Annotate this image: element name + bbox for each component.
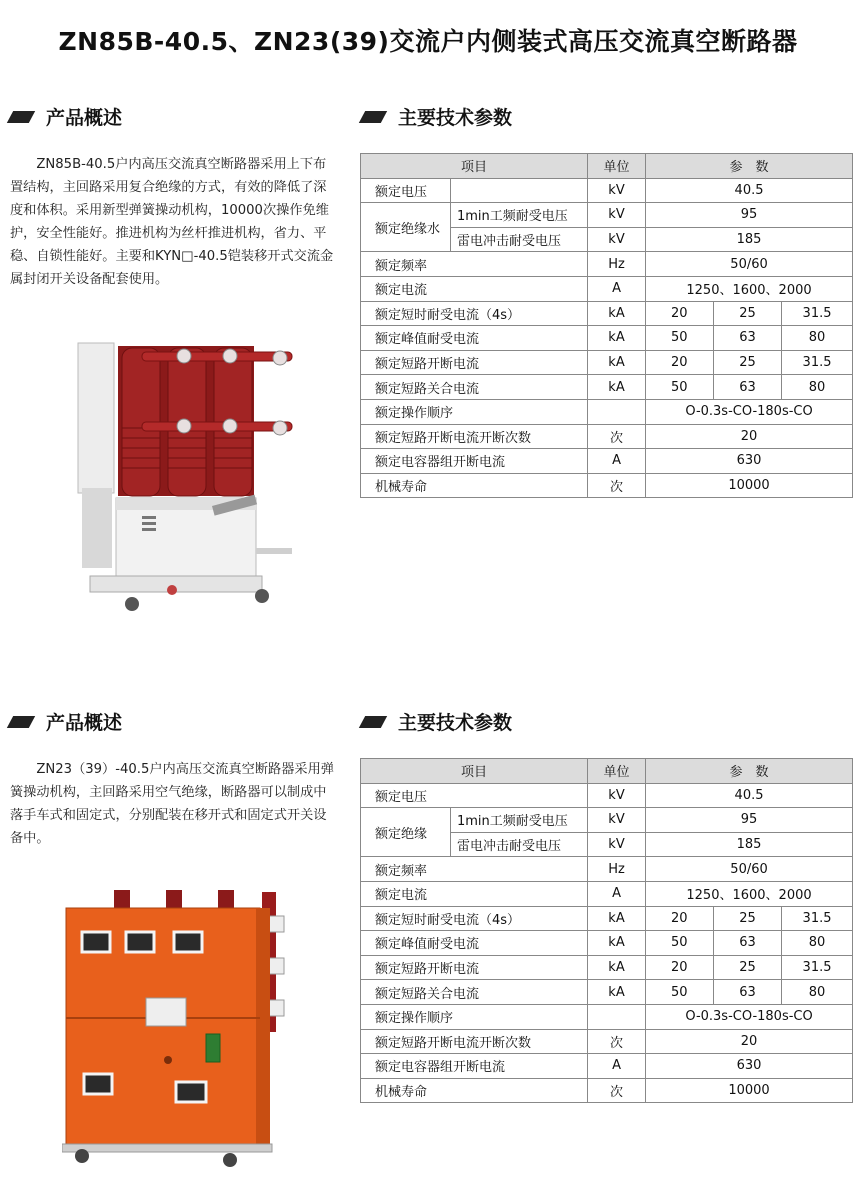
page-title: ZN85B-40.5、ZN23(39)交流户内侧装式高压交流真空断路器 bbox=[58, 27, 798, 56]
sub-label: 雷电冲击耐受电压 bbox=[451, 832, 588, 857]
zn23-breaker-photo bbox=[62, 888, 294, 1170]
row-unit: kA bbox=[588, 906, 646, 931]
row-unit: 次 bbox=[588, 473, 646, 498]
table-row bbox=[361, 252, 853, 277]
sub-label: 1min工频耐受电压 bbox=[451, 808, 588, 833]
table-row bbox=[361, 276, 853, 301]
row-unit: kV bbox=[588, 808, 646, 833]
table-row bbox=[361, 301, 853, 326]
row-unit: kV bbox=[588, 227, 646, 252]
overview-heading-label: 产品概述 bbox=[46, 712, 123, 734]
row-value: 80 bbox=[782, 980, 853, 1005]
table-row bbox=[361, 980, 853, 1005]
row-value: O-0.3s-CO-180s-CO bbox=[646, 1004, 853, 1029]
spec-table-2 bbox=[360, 758, 853, 1103]
row-unit: Hz bbox=[588, 252, 646, 277]
row-label: 机械寿命 bbox=[361, 1078, 588, 1103]
row-unit: kA bbox=[588, 931, 646, 956]
row-value: 185 bbox=[646, 832, 853, 857]
zn85b-breaker-photo bbox=[72, 338, 298, 616]
row-value: 50 bbox=[646, 375, 714, 400]
params-heading-1 bbox=[362, 103, 512, 130]
row-label: 额定频率 bbox=[361, 252, 588, 277]
table-row bbox=[361, 783, 853, 808]
row-unit: A bbox=[588, 449, 646, 474]
row-label: 额定短路关合电流 bbox=[361, 375, 588, 400]
params-heading-label: 主要技术参数 bbox=[398, 712, 513, 734]
row-value: 63 bbox=[714, 326, 782, 351]
header-item: 项目 bbox=[361, 154, 588, 179]
row-label: 额定峰值耐受电流 bbox=[361, 326, 588, 351]
row-value: 10000 bbox=[646, 473, 853, 498]
row-unit: kA bbox=[588, 375, 646, 400]
row-label: 额定电容器组开断电流 bbox=[361, 449, 588, 474]
row-label: 额定短路关合电流 bbox=[361, 980, 588, 1005]
row-unit: 次 bbox=[588, 424, 646, 449]
row-value: 40.5 bbox=[646, 783, 853, 808]
product-description-1: ZN85B-40.5户内高压交流真空断路器采用上下布置结构，主回路采用复合绝缘的方式，有效的降低了深度和体积。采用新型弹簧操动机构，10000次操作免维护，安全性能好。推进机构为丝杆推进机构，省力、平稳、自锁性能好。主要和KYN□-40.5铠装移开式交流金属封闭开关设备配套使用。 bbox=[10, 157, 334, 287]
row-label: 额定短时耐受电流（4s） bbox=[361, 301, 588, 326]
sub-label: 1min工频耐受电压 bbox=[451, 203, 588, 228]
row-unit: Hz bbox=[588, 857, 646, 882]
table-row bbox=[361, 808, 853, 833]
row-label: 额定短路开断电流 bbox=[361, 350, 588, 375]
row-value: 80 bbox=[782, 375, 853, 400]
row-value: 1250、1600、2000 bbox=[646, 276, 853, 301]
row-label: 机械寿命 bbox=[361, 473, 588, 498]
section-marker-icon bbox=[7, 716, 35, 728]
header-unit: 单位 bbox=[588, 759, 646, 784]
table-row bbox=[361, 906, 853, 931]
row-value: 25 bbox=[714, 906, 782, 931]
row-value: 31.5 bbox=[782, 301, 853, 326]
row-value: 25 bbox=[714, 955, 782, 980]
product-description-2: ZN23（39）-40.5户内高压交流真空断路器采用弹簧操动机构，主回路采用空气绝缘，断路器可以制成中落手车式和固定式，分别配装在移开式和固定式开关设备中。 bbox=[10, 762, 334, 846]
row-value: 20 bbox=[646, 1029, 853, 1054]
row-unit: 次 bbox=[588, 1029, 646, 1054]
row-value: 63 bbox=[714, 375, 782, 400]
row-value: 10000 bbox=[646, 1078, 853, 1103]
row-label: 额定频率 bbox=[361, 857, 588, 882]
row-value: 95 bbox=[646, 808, 853, 833]
row-unit: kA bbox=[588, 326, 646, 351]
table-row bbox=[361, 1029, 853, 1054]
sub-label: 雷电冲击耐受电压 bbox=[451, 227, 588, 252]
row-value: 630 bbox=[646, 449, 853, 474]
row-unit: 次 bbox=[588, 1078, 646, 1103]
section-marker-icon bbox=[359, 111, 387, 123]
row-value: 50 bbox=[646, 980, 714, 1005]
row-label: 额定短时耐受电流（4s） bbox=[361, 906, 588, 931]
row-value: 31.5 bbox=[782, 955, 853, 980]
row-value: 25 bbox=[714, 301, 782, 326]
row-label: 额定电流 bbox=[361, 881, 588, 906]
row-unit: kA bbox=[588, 350, 646, 375]
table-row bbox=[361, 473, 853, 498]
row-label: 额定短路开断电流 bbox=[361, 955, 588, 980]
row-unit bbox=[588, 399, 646, 424]
row-label: 额定操作顺序 bbox=[361, 399, 588, 424]
table-header-row bbox=[361, 759, 853, 784]
row-label: 额定峰值耐受电流 bbox=[361, 931, 588, 956]
table-row bbox=[361, 178, 853, 203]
row-value: 80 bbox=[782, 326, 853, 351]
row-unit: kV bbox=[588, 832, 646, 857]
row-value: 1250、1600、2000 bbox=[646, 881, 853, 906]
table-row bbox=[361, 857, 853, 882]
table-row bbox=[361, 931, 853, 956]
row-value: 185 bbox=[646, 227, 853, 252]
row-value: 63 bbox=[714, 931, 782, 956]
overview-heading-2 bbox=[10, 708, 122, 735]
table-row bbox=[361, 881, 853, 906]
row-value: O-0.3s-CO-180s-CO bbox=[646, 399, 853, 424]
table-row bbox=[361, 1078, 853, 1103]
row-label: 额定电压 bbox=[361, 783, 588, 808]
spec-table-1 bbox=[360, 153, 853, 498]
section-marker-icon bbox=[359, 716, 387, 728]
row-value: 630 bbox=[646, 1054, 853, 1079]
row-label: 额定电压 bbox=[361, 178, 451, 203]
section-marker-icon bbox=[7, 111, 35, 123]
table-header-row bbox=[361, 154, 853, 179]
row-label: 额定操作顺序 bbox=[361, 1004, 588, 1029]
row-value: 50/60 bbox=[646, 857, 853, 882]
row-value: 31.5 bbox=[782, 906, 853, 931]
row-value: 20 bbox=[646, 350, 714, 375]
row-unit: A bbox=[588, 1054, 646, 1079]
row-value: 25 bbox=[714, 350, 782, 375]
header-params: 参 数 bbox=[646, 154, 853, 179]
table-row bbox=[361, 1004, 853, 1029]
row-value: 20 bbox=[646, 301, 714, 326]
row-label: 额定电容器组开断电流 bbox=[361, 1054, 588, 1079]
row-value: 31.5 bbox=[782, 350, 853, 375]
row-value: 80 bbox=[782, 931, 853, 956]
params-heading-2 bbox=[362, 708, 512, 735]
row-value: 50 bbox=[646, 931, 714, 956]
row-value: 63 bbox=[714, 980, 782, 1005]
table-row bbox=[361, 350, 853, 375]
header-unit: 单位 bbox=[588, 154, 646, 179]
table-row bbox=[361, 399, 853, 424]
overview-heading-1 bbox=[10, 103, 122, 130]
row-unit: A bbox=[588, 881, 646, 906]
row-unit: kA bbox=[588, 980, 646, 1005]
table-row bbox=[361, 203, 853, 228]
overview-heading-label: 产品概述 bbox=[46, 107, 123, 129]
row-unit: kA bbox=[588, 955, 646, 980]
row-value: 50/60 bbox=[646, 252, 853, 277]
row-label: 额定短路开断电流开断次数 bbox=[361, 1029, 588, 1054]
row-label: 额定短路开断电流开断次数 bbox=[361, 424, 588, 449]
empty-cell bbox=[451, 178, 588, 203]
row-unit: kA bbox=[588, 301, 646, 326]
row-unit: kV bbox=[588, 178, 646, 203]
row-label: 额定电流 bbox=[361, 276, 588, 301]
row-unit: kV bbox=[588, 783, 646, 808]
header-item: 项目 bbox=[361, 759, 588, 784]
row-value: 95 bbox=[646, 203, 853, 228]
table-row bbox=[361, 955, 853, 980]
table-row bbox=[361, 326, 853, 351]
row-unit bbox=[588, 1004, 646, 1029]
table-row bbox=[361, 449, 853, 474]
row-value: 40.5 bbox=[646, 178, 853, 203]
table-row bbox=[361, 424, 853, 449]
params-heading-label: 主要技术参数 bbox=[398, 107, 513, 129]
row-value: 20 bbox=[646, 955, 714, 980]
row-value: 20 bbox=[646, 424, 853, 449]
row-unit: kV bbox=[588, 203, 646, 228]
table-row bbox=[361, 375, 853, 400]
row-label: 额定绝缘水 bbox=[361, 203, 451, 252]
row-label: 额定绝缘 bbox=[361, 808, 451, 857]
row-value: 50 bbox=[646, 326, 714, 351]
header-params: 参 数 bbox=[646, 759, 853, 784]
row-value: 20 bbox=[646, 906, 714, 931]
table-row bbox=[361, 1054, 853, 1079]
row-unit: A bbox=[588, 276, 646, 301]
